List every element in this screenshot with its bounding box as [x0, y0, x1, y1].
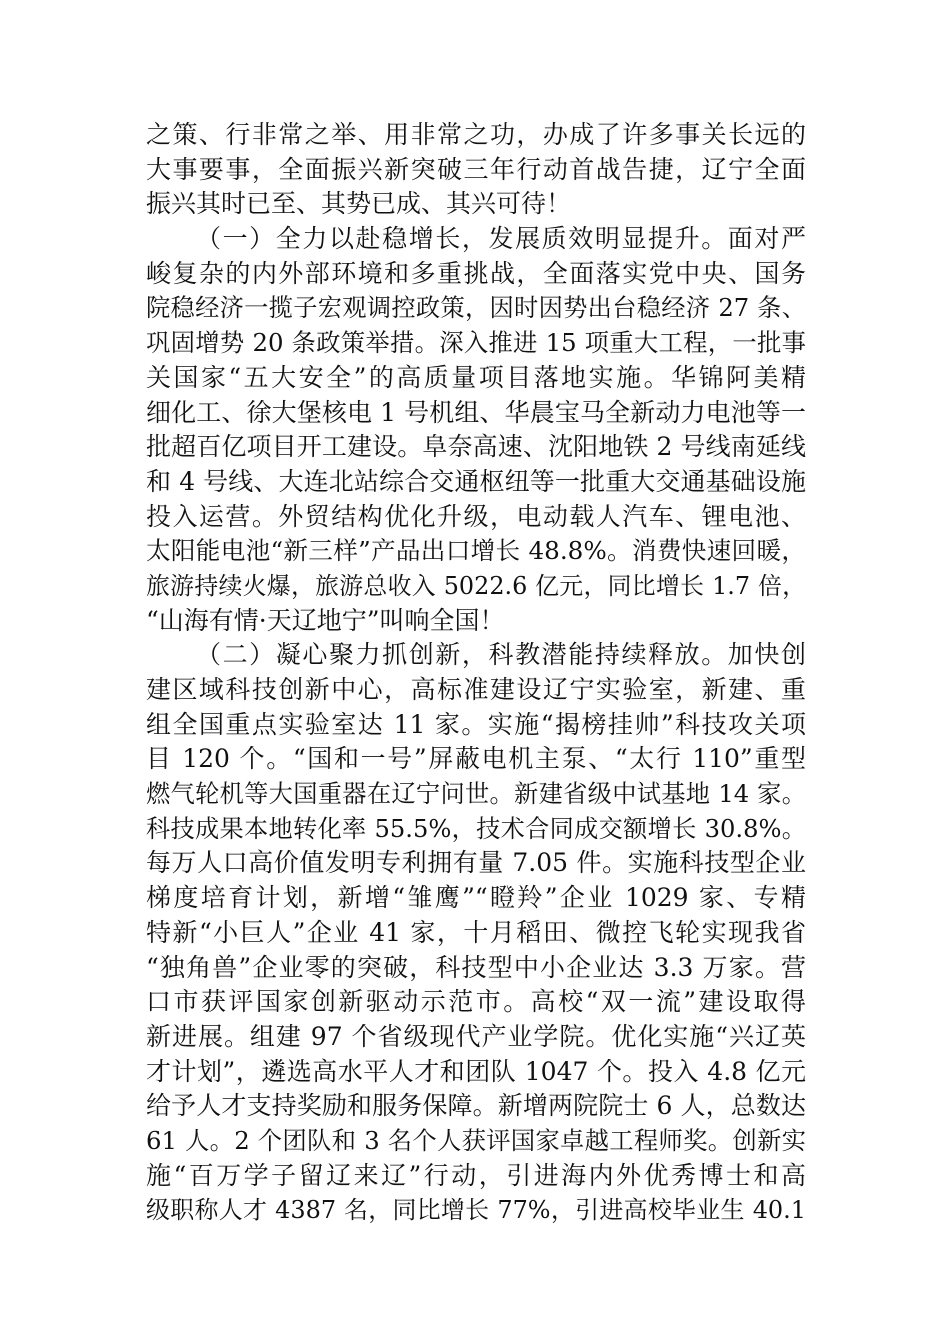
- text-line: 和 4 号线、大连北站综合交通枢纽等一批重大交通基础设施: [146, 466, 806, 496]
- section-heading-line: （二）凝心聚力抓创新，科教潜能持续释放。加快创: [196, 640, 806, 670]
- text-line: 之策、行非常之举、用非常之功，办成了许多事关长远的: [146, 120, 806, 149]
- text-line: 巩固增势 20 条政策举措。深入推进 15 项重大工程，一批事: [146, 328, 806, 358]
- text-line: 投入运营。外贸结构优化升级，电动载人汽车、锂电池、: [146, 501, 806, 531]
- text-line: 给予人才支持奖励和服务保障。新增两院院士 6 人，总数达: [146, 1091, 806, 1121]
- text-line: 组全国重点实验室达 11 家。实施“揭榜挂帅”科技攻关项: [146, 709, 806, 739]
- text-line: 施“百万学子留辽来辽”行动，引进海内外优秀博士和高: [146, 1160, 806, 1190]
- text-line: 批超百亿项目开工建设。阜奈高速、沈阳地铁 2 号线南延线: [146, 432, 806, 462]
- text-line: 燃气轮机等大国重器在辽宁问世。新建省级中试基地 14 家。: [146, 779, 806, 809]
- text-line: 目 120 个。“国和一号”屏蔽电机主泵、“太行 110”重型: [146, 744, 806, 774]
- text-line: 关国家“五大安全”的高质量项目落地实施。华锦阿美精: [146, 362, 806, 392]
- text-line: 才计划”，遴选高水平人才和团队 1047 个。投入 4.8 亿元: [146, 1056, 806, 1086]
- text-line: 院稳经济一揽子宏观调控政策，因时因势出台稳经济 27 条、: [146, 293, 806, 323]
- text-line: 科技成果本地转化率 55.5%，技术合同成交额增长 30.8%。: [146, 814, 806, 843]
- text-line: “独角兽”企业零的突破，科技型中小企业达 3.3 万家。营: [146, 952, 806, 982]
- text-line: 梯度培育计划，新增“雏鹰”“瞪羚”企业 1029 家、专精: [146, 883, 806, 913]
- text-line: 振兴其时已至、其势已成、其兴可待！: [146, 189, 572, 219]
- text-line: 特新“小巨人”企业 41 家，十月稻田、微控飞轮实现我省: [146, 917, 806, 947]
- text-line: 61 人。2 个团队和 3 名个人获评国家卓越工程师奖。创新实: [146, 1125, 806, 1155]
- text-line: “山海有情·天辽地宁”叫响全国！: [146, 605, 505, 635]
- section-heading-line: （一）全力以赴稳增长，发展质效明显提升。面对严: [196, 224, 806, 254]
- text-line: 细化工、徐大堡核电 1 号机组、华晨宝马全新动力电池等一: [146, 397, 806, 427]
- body-text: [146, 118, 806, 1228]
- text-line: 级职称人才 4387 名，同比增长 77%，引进高校毕业生 40.1: [146, 1196, 806, 1225]
- text-line: 每万人口高价值发明专利拥有量 7.05 件。实施科技型企业: [146, 848, 806, 878]
- text-line: 太阳能电池“新三样”产品出口增长 48.8%。消费快速回暖，: [146, 536, 806, 566]
- text-line: 建区域科技创新中心，高标准建设辽宁实验室，新建、重: [146, 675, 806, 704]
- text-line: 大事要事，全面振兴新突破三年行动首战告捷，辽宁全面: [146, 154, 806, 184]
- text-line: 口市获评国家创新驱动示范市。高校“双一流”建设取得: [146, 987, 806, 1017]
- text-line: 旅游持续火爆，旅游总收入 5022.6 亿元，同比增长 1.7 倍，: [146, 571, 806, 600]
- text-line: 峻复杂的内外部环境和多重挑战，全面落实党中央、国务: [146, 258, 806, 288]
- text-line: 新进展。组建 97 个省级现代产业学院。优化实施“兴辽英: [146, 1021, 806, 1051]
